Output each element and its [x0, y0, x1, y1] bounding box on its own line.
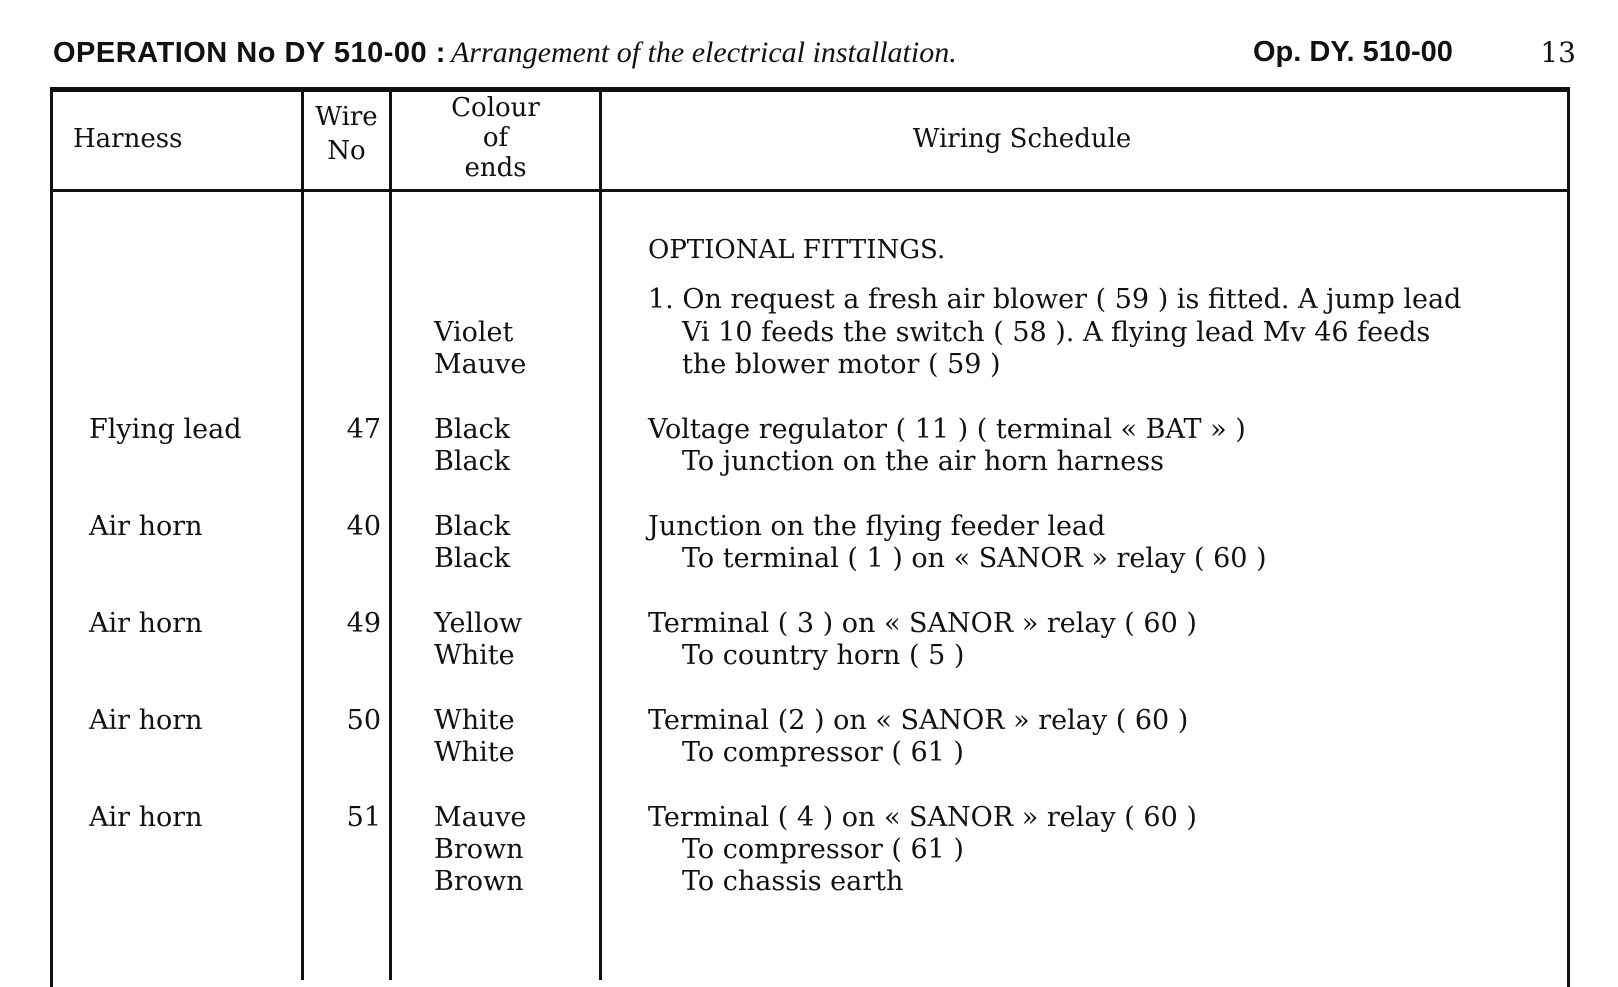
colour-cell: White: [434, 640, 515, 671]
column-header-wire-line1: Wire: [315, 102, 378, 132]
wire-number-cell: 49: [346, 608, 381, 639]
schedule-line: To chassis earth: [682, 866, 904, 897]
harness-cell: Air horn: [89, 802, 203, 833]
column-divider: [599, 87, 602, 980]
harness-cell: Air horn: [89, 511, 203, 542]
optional-fittings-heading: OPTIONAL FITTINGS.: [648, 235, 946, 265]
harness-cell: Flying lead: [89, 414, 242, 445]
colour-cell: Black: [434, 543, 511, 574]
operation-label: OPERATION No DY 510-00 :: [53, 37, 446, 69]
schedule-line: To compressor ( 61 ): [682, 737, 964, 768]
schedule-line: Terminal ( 3 ) on « SANOR » relay ( 60 ): [648, 608, 1197, 639]
wire-number-cell: 51: [346, 802, 381, 833]
column-header-schedule: Wiring Schedule: [912, 124, 1132, 154]
note-line: Vi 10 feeds the switch ( 58 ). A flying lead Mv 46 feeds: [682, 317, 1431, 348]
schedule-line: To compressor ( 61 ): [682, 834, 964, 865]
operation-reference: Op. DY. 510-00: [1253, 36, 1453, 68]
wire-number-cell: 40: [346, 511, 381, 542]
schedule-line: To junction on the air horn harness: [682, 446, 1164, 477]
column-header-colour: [392, 93, 599, 183]
column-header-colour-line3: ends: [464, 153, 527, 183]
column-header-colour-line2: of: [482, 123, 509, 153]
schedule-line: To country horn ( 5 ): [682, 640, 965, 671]
schedule-line: Terminal ( 4 ) on « SANOR » relay ( 60 ): [648, 802, 1197, 833]
colour-cell: Mauve: [434, 349, 527, 380]
column-header-harness: Harness: [73, 124, 183, 154]
colour-cell: Black: [434, 511, 511, 542]
wire-number-cell: 50: [346, 705, 381, 736]
column-header-colour-line1: Colour: [451, 93, 540, 123]
note-line: the blower motor ( 59 ): [682, 349, 1001, 380]
colour-cell: White: [434, 737, 515, 768]
schedule-line: Terminal (2 ) on « SANOR » relay ( 60 ): [648, 705, 1189, 736]
colour-cell: Mauve: [434, 802, 527, 833]
harness-cell: Air horn: [89, 705, 203, 736]
colour-cell: White: [434, 705, 515, 736]
page-header: [53, 36, 1576, 76]
schedule-line: To terminal ( 1 ) on « SANOR » relay ( 60 ): [682, 543, 1267, 574]
operation-title: [53, 36, 957, 70]
note-line: 1. On request a fresh air blower ( 59 ) is fitted. A jump lead: [648, 284, 1462, 315]
colour-cell: Black: [434, 414, 511, 445]
colour-cell: Brown: [434, 866, 524, 897]
column-header-wire-line2: No: [327, 136, 366, 166]
header-divider: [50, 189, 1570, 192]
column-divider: [389, 87, 392, 980]
wire-number-cell: 47: [346, 414, 381, 445]
harness-cell: Air horn: [89, 608, 203, 639]
column-header-wire-no: [304, 100, 389, 168]
colour-cell: Black: [434, 446, 511, 477]
colour-cell: Brown: [434, 834, 524, 865]
colour-cell: Yellow: [434, 608, 523, 639]
colour-cell: Violet: [434, 317, 514, 348]
schedule-line: Voltage regulator ( 11 ) ( terminal « BAT » ): [648, 414, 1246, 445]
operation-description: Arrangement of the electrical installation.: [450, 36, 957, 69]
page-number: 13: [1540, 36, 1576, 69]
schedule-line: Junction on the flying feeder lead: [648, 511, 1106, 542]
